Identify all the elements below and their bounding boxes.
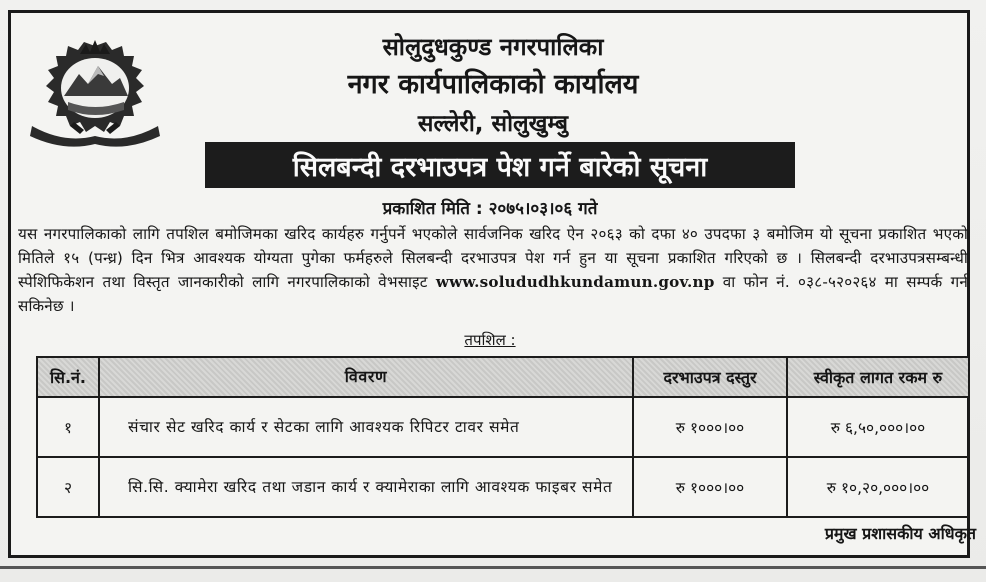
notice-body [18, 222, 968, 318]
page-divider [0, 566, 986, 569]
row-description: सि.सि. क्यामेरा खरिद तथा जडान कार्य र क्यामेराका लागि आवश्यक फाइबर समेत [99, 457, 633, 517]
row-approved-cost: रु १०,२०,०००।०० [787, 457, 969, 517]
row-serial: १ [37, 397, 99, 457]
row-bid-fee: रु १०००।०० [633, 397, 787, 457]
notice-title: सिलबन्दी दरभाउपत्र पेश गर्ने बारेको सूचना [292, 151, 708, 183]
office-location: सल्लेरी, सोलुखुम्बु [417, 111, 569, 137]
row-approved-cost: रु ६,५०,०००।०० [787, 397, 969, 457]
notice-title-bar [205, 142, 795, 188]
header-serial: सि.नं. [37, 357, 99, 397]
row-serial: २ [37, 457, 99, 517]
header-bid-fee: दरभाउपत्र दस्तुर [633, 357, 787, 397]
table-row [37, 457, 969, 517]
municipality-name: सोलुदुधकुण्ड नगरपालिका [382, 33, 604, 61]
body-text-main: यस नगरपालिकाको लागि तपशिल बमोजिमका खरिद कार्यहरु गर्नुपर्ने भएकोले सार्वजनिक खरिद ऐन २०६३ को दफा ४० उपदफा ३ बमोजिम यो सूचना प्रकाशित भएको मितिले १५ (पन्ध्र) दिन भित्र आवश्यक योग्यता पुगेका फर्महरुले सिलबन्दी दरभाउपत्र पेश गर्न हुन या सूचना प्रकाशित गरिएको छ । सिलबन्दी दरभाउपत्रसम्बन्धी स्पेशिफिकेशन तथा विस्तृत जानकारीको लागि नगरपालिकाको वेभसाइट [18, 225, 968, 291]
table-row [37, 397, 969, 457]
header-description: विवरण [99, 357, 633, 397]
table-header-row [37, 357, 969, 397]
schedule-label: तपशिल : [464, 331, 516, 349]
row-description: संचार सेट खरिद कार्य र सेटका लागि आवश्यक रिपिटर टावर समेत [99, 397, 633, 457]
body-text-contact: वा फोन नं. ०३८-५२०२६४ मा सम्पर्क गर्न सकिनेछ । [18, 273, 968, 315]
published-date: प्रकाशित मिति : २०७५।०३।०६ गते [382, 199, 598, 219]
website-link[interactable]: www.solududhkundamun.gov.np [435, 273, 715, 291]
row-bid-fee: रु १०००।०० [633, 457, 787, 517]
procurement-table [36, 356, 970, 518]
signatory-title: प्रमुख प्रशासकीय अधिकृत [824, 524, 976, 543]
office-name: नगर कार्यपालिकाको कार्यालय [347, 69, 639, 100]
header-approved-cost: स्वीकृत लागत रकम रु [787, 357, 969, 397]
